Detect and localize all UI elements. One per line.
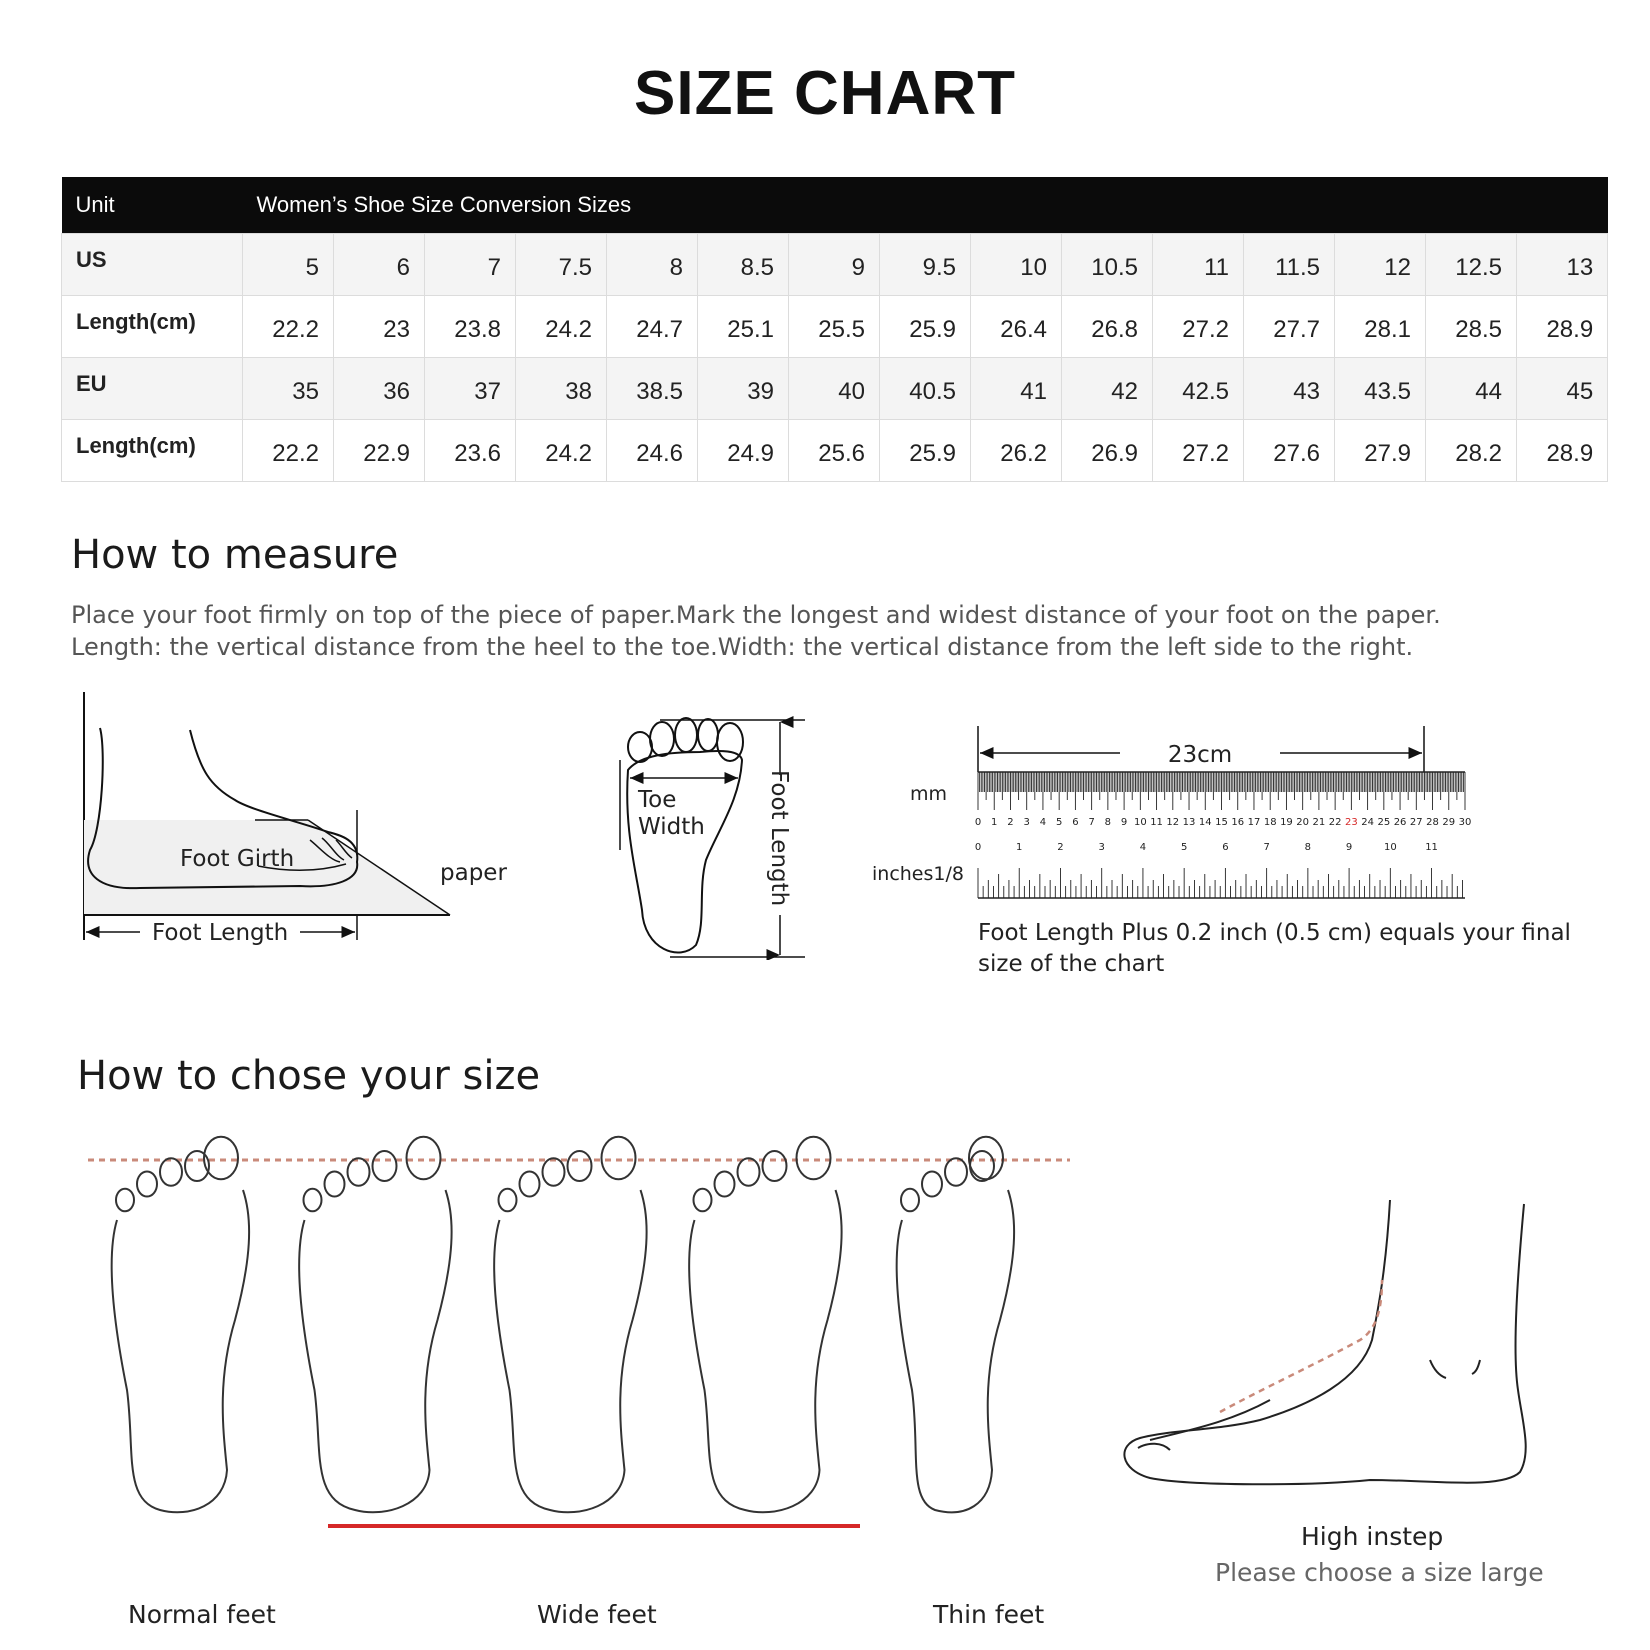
ruler-inch-label: inches1/8: [872, 863, 964, 885]
cm-tick-label: 20: [1296, 817, 1310, 828]
cm-tick-label: 11: [1150, 817, 1163, 828]
inch-tick-label: 7: [1263, 842, 1270, 853]
cm-tick-label: 10: [1133, 817, 1147, 828]
table-cell: 28.9: [1517, 296, 1608, 358]
toe-outline: [325, 1172, 345, 1197]
toe-outline: [694, 1189, 712, 1212]
ruler-diagram: [870, 710, 1590, 910]
feet-comparison-illustration: [80, 1130, 1080, 1560]
how-to-choose-heading: How to chose your size: [77, 1053, 541, 1099]
table-cell: 24.6: [607, 420, 698, 482]
table-cell: 8: [607, 234, 698, 296]
inch-tick-label: 5: [1180, 842, 1188, 853]
toe-outline: [738, 1158, 760, 1186]
table-cell: 11: [1153, 234, 1244, 296]
cm-tick-label: 0: [974, 817, 982, 828]
cm-tick-label: 28: [1426, 817, 1439, 828]
toe-outline: [797, 1137, 831, 1180]
table-cell: 24.7: [607, 296, 698, 358]
inch-tick-label: 11: [1425, 842, 1438, 853]
table-cell: 28.2: [1426, 420, 1517, 482]
inch-tick-label: 2: [1057, 842, 1064, 853]
cm-tick-label: 6: [1072, 817, 1079, 828]
inch-tick-label: 3: [1098, 842, 1105, 853]
table-cell: 37: [425, 358, 516, 420]
table-cell: 10.5: [1062, 234, 1153, 296]
table-cell: 5: [243, 234, 334, 296]
table-cell: 22.2: [243, 296, 334, 358]
table-cell: 27.6: [1244, 420, 1335, 482]
table-cell: 26.4: [971, 296, 1062, 358]
cm-tick-label: 8: [1104, 817, 1112, 828]
table-cell: 23.6: [425, 420, 516, 482]
top-foot-diagram: [600, 700, 820, 960]
table-cell: 38: [516, 358, 607, 420]
toe-outline: [602, 1137, 636, 1180]
cm-tick-label: 19: [1280, 817, 1293, 828]
table-cell: 44: [1426, 358, 1517, 420]
high-instep-illustration: [1110, 1190, 1530, 1510]
cm-tick-label: 25: [1377, 817, 1391, 828]
toe-outline: [969, 1137, 1003, 1180]
table-cell: 27.9: [1335, 420, 1426, 482]
table-cell: 9: [789, 234, 880, 296]
toe-outline: [204, 1137, 238, 1180]
cm-tick-label: 23: [1344, 817, 1358, 828]
table-row: [62, 296, 1608, 358]
cm-tick-label: 4: [1039, 817, 1047, 828]
table-cell: 27.2: [1153, 420, 1244, 482]
toe-outline: [922, 1172, 942, 1197]
cm-scale: [975, 772, 1472, 828]
wide-foot-outline-3: [689, 1190, 842, 1512]
table-cell: 7: [425, 234, 516, 296]
table-cell: 25.6: [789, 420, 880, 482]
width-label: Width: [638, 814, 705, 840]
toe-outline: [945, 1158, 967, 1186]
table-cell: 28.1: [1335, 296, 1426, 358]
table-cell: 40.5: [880, 358, 971, 420]
table-cell: 42.5: [1153, 358, 1244, 420]
cm-tick-label: 27: [1409, 817, 1423, 828]
table-cell: 39: [698, 358, 789, 420]
toe-outline: [499, 1189, 517, 1212]
table-cell: 41: [971, 358, 1062, 420]
table-cell: 7.5: [516, 234, 607, 296]
conversion-header: Women’s Shoe Size Conversion Sizes: [243, 177, 1608, 234]
measure-instruction-1: Place your foot firmly on top of the piece of paper.Mark the longest and widest distance of your foot on the paper.: [71, 601, 1441, 629]
inch-tick-label: 9: [1345, 842, 1353, 853]
inch-scale: [975, 842, 1465, 898]
foot-length-vertical-label: Foot Length: [766, 770, 792, 907]
cm-tick-label: 7: [1088, 817, 1095, 828]
paper-label: paper: [440, 860, 507, 886]
cm-tick-label: 12: [1166, 817, 1180, 828]
table-cell: 25.5: [789, 296, 880, 358]
ruler-note: Foot Length Plus 0.2 inch (0.5 cm) equals your final size of the chart: [978, 920, 1571, 977]
foot-length-label: Foot Length: [152, 920, 289, 946]
foot-girth-label: Foot Girth: [180, 846, 295, 872]
table-cell: 28.9: [1517, 420, 1608, 482]
cm-tick-label: 3: [1023, 817, 1030, 828]
cm-tick-label: 13: [1182, 817, 1196, 828]
page-title: SIZE CHART: [634, 59, 1016, 128]
high-instep-note: Please choose a size large: [1215, 1558, 1544, 1587]
cm-tick-label: 16: [1231, 817, 1245, 828]
table-cell: 22.2: [243, 420, 334, 482]
table-cell: 24.9: [698, 420, 789, 482]
wide-foot-outline-1: [299, 1190, 452, 1512]
table-cell: 42: [1062, 358, 1153, 420]
toe-outline: [373, 1151, 397, 1181]
toe-outline: [160, 1158, 182, 1186]
table-cell: 36: [334, 358, 425, 420]
table-cell: 26.8: [1062, 296, 1153, 358]
toe-outline: [970, 1151, 994, 1181]
row-label: EU: [62, 358, 243, 420]
measure-instruction-2: Length: the vertical distance from the heel to the toe.Width: the vertical distance from the left side to the right.: [71, 633, 1414, 661]
table-cell: 40: [789, 358, 880, 420]
cm-tick-label: 17: [1247, 817, 1261, 828]
table-cell: 6: [334, 234, 425, 296]
side-foot-diagram: [60, 690, 520, 960]
cm-tick-label: 26: [1393, 817, 1407, 828]
table-cell: 24.2: [516, 420, 607, 482]
table-row: [62, 358, 1608, 420]
toe-outline: [304, 1189, 322, 1212]
toe-outline: [137, 1172, 157, 1197]
toe-outline: [568, 1151, 592, 1181]
cm-tick-label: 2: [1007, 817, 1014, 828]
table-cell: 28.5: [1426, 296, 1517, 358]
thin-feet-label: Thin feet: [933, 1600, 1045, 1629]
cm-tick-label: 18: [1263, 817, 1277, 828]
cm-tick-label: 22: [1328, 817, 1342, 828]
table-cell: 12: [1335, 234, 1426, 296]
toe-outline: [763, 1151, 787, 1181]
table-cell: 23.8: [425, 296, 516, 358]
table-cell: 35: [243, 358, 334, 420]
table-cell: 45: [1517, 358, 1608, 420]
cm-tick-label: 24: [1361, 817, 1374, 828]
cm-tick-label: 5: [1055, 817, 1063, 828]
ruler-span-label: 23cm: [1167, 742, 1233, 768]
ruler-mm-label: mm: [910, 783, 948, 805]
cm-tick-label: 15: [1215, 817, 1228, 828]
toe-outline: [901, 1189, 919, 1212]
unit-header: Unit: [62, 177, 243, 234]
how-to-measure-heading: How to measure: [71, 532, 399, 578]
table-cell: 38.5: [607, 358, 698, 420]
cm-tick-label: 29: [1442, 817, 1456, 828]
wide-feet-label: Wide feet: [537, 1600, 657, 1629]
table-cell: 8.5: [698, 234, 789, 296]
table-cell: 24.2: [516, 296, 607, 358]
table-cell: 25.9: [880, 296, 971, 358]
toe-outline: [543, 1158, 565, 1186]
row-label: Length(cm): [62, 420, 243, 482]
high-instep-title: High instep: [1301, 1522, 1444, 1551]
cm-tick-label: 30: [1458, 817, 1472, 828]
table-cell: 43.5: [1335, 358, 1426, 420]
inch-tick-label: 8: [1304, 842, 1312, 853]
table-cell: 26.9: [1062, 420, 1153, 482]
toe-outline: [407, 1137, 441, 1180]
toe-outline: [116, 1189, 134, 1212]
row-label: Length(cm): [62, 296, 243, 358]
inch-tick-label: 6: [1222, 842, 1229, 853]
table-cell: 25.9: [880, 420, 971, 482]
thin-foot-outline: [897, 1190, 1015, 1512]
toe-outline: [520, 1172, 540, 1197]
normal-foot-outline: [112, 1190, 250, 1512]
table-cell: 22.9: [334, 420, 425, 482]
normal-feet-label: Normal feet: [128, 1600, 276, 1629]
inch-tick-label: 10: [1383, 842, 1397, 853]
cm-tick-label: 14: [1198, 817, 1212, 828]
cm-tick-label: 21: [1312, 817, 1326, 828]
table-cell: 10: [971, 234, 1062, 296]
toe-outline: [715, 1172, 735, 1197]
size-conversion-table: [61, 177, 1608, 482]
table-header-row: [62, 177, 1608, 234]
table-cell: 13: [1517, 234, 1608, 296]
cm-tick-label: 1: [991, 817, 998, 828]
table-cell: 27.2: [1153, 296, 1244, 358]
table-cell: 9.5: [880, 234, 971, 296]
table-cell: 25.1: [698, 296, 789, 358]
toe-label: Toe: [638, 787, 677, 813]
inch-tick-label: 4: [1139, 842, 1147, 853]
table-cell: 23: [334, 296, 425, 358]
table-cell: 26.2: [971, 420, 1062, 482]
row-label: US: [62, 234, 243, 296]
table-cell: 43: [1244, 358, 1335, 420]
table-cell: 12.5: [1426, 234, 1517, 296]
inch-tick-label: 1: [1016, 842, 1023, 853]
wide-foot-outline-2: [494, 1190, 647, 1512]
inch-tick-label: 0: [974, 842, 982, 853]
table-cell: 27.7: [1244, 296, 1335, 358]
toe-outline: [348, 1158, 370, 1186]
table-cell: 11.5: [1244, 234, 1335, 296]
table-row: [62, 234, 1608, 296]
table-row: [62, 420, 1608, 482]
cm-tick-label: 9: [1120, 817, 1128, 828]
